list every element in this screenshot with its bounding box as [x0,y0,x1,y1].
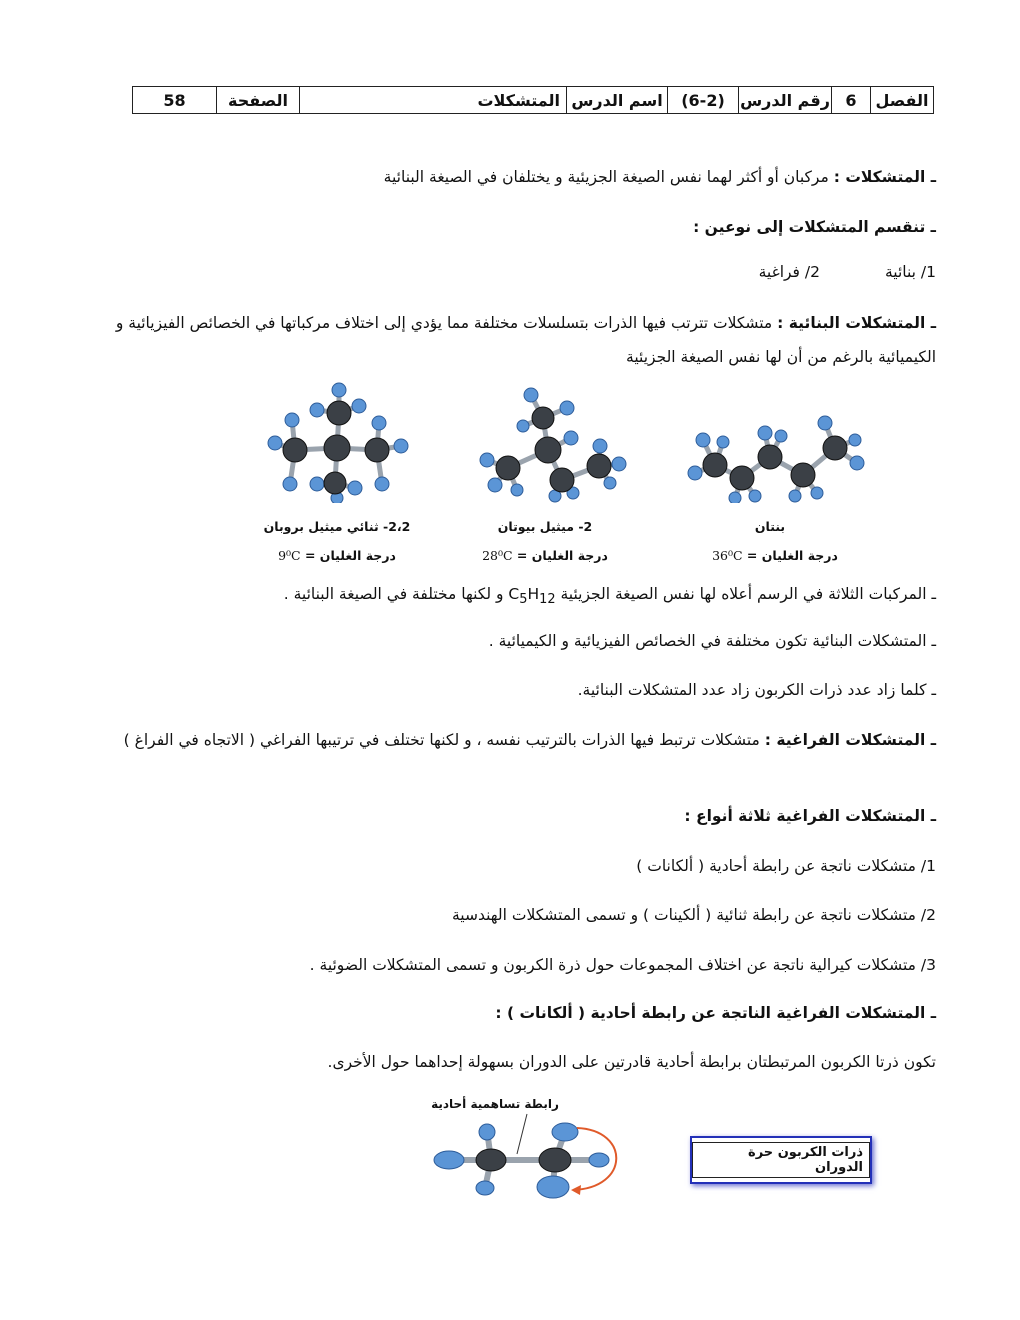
types-heading [693,217,936,237]
stereo-type-3: 3/ متشكلات كيرالية ناتجة عن اختلاف المجموعات حول ذرة الكربون و تسمى المتشكلات الضوئية . [309,956,936,974]
note-properties: ـ المتشكلات البنائية تكون مختلفة في الخصائص الفيزيائية و الكيميائية . [488,632,936,650]
isomer-molecules-figure [255,378,875,503]
molecule-2-boiling [470,548,620,563]
chapter-value: 6 [832,87,871,114]
molecular-formula [508,585,556,608]
free-rotation-label: ذرات الكربون حرة الدوران [692,1142,870,1178]
formula-h-sub: 12 [539,592,556,608]
lesson-number-label: رقم الدرس [739,87,832,114]
chapter-label: الفصل [871,87,934,114]
note-same-formula-pre: ـ المركبات الثلاثة في الرسم أعلاه لها نفس الصيغة الجزيئية [555,585,936,603]
lesson-header-table [132,86,934,114]
isomers-definition-title: ـ المتشكلات : [833,168,936,186]
single-bond-text: تكون ذرتا الكربون المرتبطتان برابطة أحادية قادرتين على الدوران بسهولة إحداهما حول الأخرى. [327,1053,936,1071]
single-bond-heading-text: ـ المتشكلات الفراغية الناتجة عن رابطة أحادية ( ألكانات ) : [495,1004,936,1022]
structural-isomers-text: متشكلات تترتب فيها الذرات بتسلسلات مختلفة مما يؤدي إلى اختلاف مركباتها في الخصائص الفيزيائية و الكيميائية بالرغم من أن لها نفس الصيغة الجزيئية [115,314,936,366]
stereo-isomers-text: متشكلات ترتبط فيها الذرات بالترتيب نفسه ، و لكنها تختلف في ترتيبها الفراغي ( الاتجاه في الفراغ ) [123,731,765,749]
note-same-formula [284,584,936,610]
note-carbon-count: ـ كلما زاد عدد ذرات الكربون زاد عدد المتشكلات البنائية. [577,681,936,699]
type-structural: 1/ بنائية [884,263,936,281]
stereo-type-1: 1/ متشكلات ناتجة عن رابطة أحادية ( ألكانات ) [636,857,936,875]
formula-h: H [527,585,540,603]
stereo-isomers-title: ـ المتشكلات الفراغية : [764,731,936,749]
lesson-name-label: اسم الدرس [567,87,668,114]
isomers-definition-text: مركبان أو أكثر لهما نفس الصيغة الجزيئية و يختلفان في الصيغة البنائية [383,168,834,186]
page-label: الصفحة [217,87,300,114]
structural-isomers-title: ـ المتشكلات البنائية : [777,314,936,332]
lesson-name-value: المتشكلات [300,87,567,114]
stereo-types-heading [684,806,936,826]
stereo-types-heading-text: ـ المتشكلات الفراغية ثلاثة أنواع : [684,807,936,825]
molecule-3-bp-value: 9⁰C [278,548,301,563]
stereo-type-2: 2/ متشكلات ناتجة عن رابطة ثنائية ( ألكينات ) و تسمى المتشكلات الهندسية [451,906,936,924]
molecule-2-bp-label: درجة الغليان = [512,548,608,563]
molecule-1-bp-label: درجة الغليان = [742,548,838,563]
free-rotation-callout [690,1136,872,1184]
molecule-1-boiling [700,548,850,563]
molecule-3-boiling [262,548,412,563]
type-spatial: 2/ فراغية [758,263,820,281]
rotation-arrow-head [571,1185,581,1195]
structural-isomers-definition [84,306,936,374]
molecule-3-bp-label: درجة الغليان = [300,548,396,563]
molecule-2-name: 2- ميثيل بيوتان [497,519,593,534]
single-bond-heading [495,1003,936,1023]
ethane-rotation-figure [425,1110,625,1202]
page-number: 58 [133,87,217,114]
formula-c: C [508,585,520,603]
molecule-3-name: 2،2- ثنائي ميثيل بروبان [263,519,411,534]
molecule-2-bp-value: 28⁰C [482,548,513,563]
note-same-formula-post: و لكنها مختلفة في الصيغة البنائية . [283,585,509,603]
types-heading-text: ـ تنقسم المتشكلات إلى نوعين : [693,218,936,236]
covalent-bond-label: رابطة تساهمية أحادية [431,1097,559,1111]
formula-c-sub: 5 [519,592,528,608]
bond-label-pointer [517,1114,527,1154]
stereo-isomers-definition [84,723,936,757]
molecule-1-bp-value: 36⁰C [712,548,743,563]
isomers-definition [384,167,936,187]
molecule-1-name: بنتان [754,519,786,534]
lesson-number-value: (6-2) [668,87,739,114]
